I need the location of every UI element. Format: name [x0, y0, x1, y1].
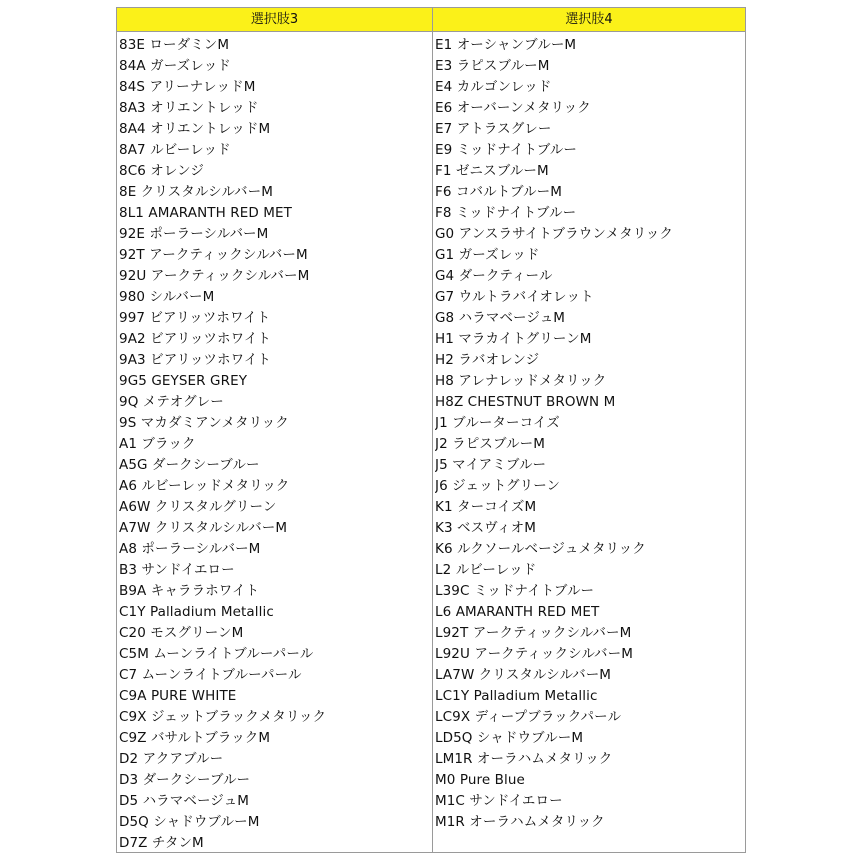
color-option-item: 92T アークティックシルバーM — [119, 247, 308, 263]
color-option-item: G0 アンスラサイトブラウンメタリック — [435, 226, 674, 242]
color-option-item: E1 オーシャンブルーM — [435, 37, 577, 53]
color-option-item: E9 ミッドナイトブルー — [435, 142, 577, 158]
color-option-item: F6 コバルトブルーM — [435, 184, 562, 200]
color-option-item: 92U アークティックシルバーM — [119, 268, 310, 284]
color-option-item: 8A4 オリエントレッドM — [119, 121, 271, 137]
color-option-item: J1 ブルーターコイズ — [435, 415, 560, 431]
color-option-item: C9X ジェットブラックメタリック — [119, 709, 327, 725]
color-option-item: 8A3 オリエントレッド — [119, 100, 259, 116]
column-header-option-3: 選択肢3 — [117, 8, 432, 32]
color-option-item: LC1Y Palladium Metallic — [435, 688, 598, 704]
color-option-item: 9S マカダミアンメタリック — [119, 415, 289, 431]
color-option-item: G4 ダークティール — [435, 268, 553, 284]
color-option-item: D2 アクアブルー — [119, 751, 224, 767]
color-option-item: A6W クリスタルグリーン — [119, 499, 277, 515]
color-option-item: 83E ローダミンM — [119, 37, 230, 53]
color-option-item: J5 マイアミブルー — [435, 457, 547, 473]
color-option-item: A5G ダークシーブルー — [119, 457, 260, 473]
color-option-item: 9Q メテオグレー — [119, 394, 224, 410]
color-option-item: C1Y Palladium Metallic — [119, 604, 274, 620]
color-option-item: 84S アリーナレッドM — [119, 79, 256, 95]
color-option-item: K1 ターコイズM — [435, 499, 537, 515]
color-option-item: G1 ガーズレッド — [435, 247, 540, 263]
color-option-item: H8Z CHESTNUT BROWN M — [435, 394, 616, 410]
color-option-item: E6 オーバーンメタリック — [435, 100, 591, 116]
color-option-item: H2 ラバオレンジ — [435, 352, 540, 368]
color-option-item: L92U アークティックシルバーM — [435, 646, 633, 662]
color-option-item: E4 カルゴンレッド — [435, 79, 552, 95]
color-option-item: L6 AMARANTH RED MET — [435, 604, 600, 620]
color-option-item: D3 ダークシーブルー — [119, 772, 251, 788]
color-option-item: 8E クリスタルシルバーM — [119, 184, 273, 200]
column-option-4 — [433, 8, 745, 852]
color-option-item: L92T アークティックシルバーM — [435, 625, 632, 641]
color-option-item: 8A7 ルビーレッド — [119, 142, 231, 158]
color-option-item: B9A キャララホワイト — [119, 583, 260, 599]
column-header-option-4: 選択肢4 — [433, 8, 745, 32]
color-option-item: LD5Q シャドウブルーM — [435, 730, 584, 746]
column-option-3 — [117, 8, 433, 852]
color-option-item: 84A ガーズレッド — [119, 58, 231, 74]
color-option-item: 9A2 ビアリッツホワイト — [119, 331, 272, 347]
color-option-item: C5M ムーンライトブルーパール — [119, 646, 314, 662]
color-option-item: M0 Pure Blue — [435, 772, 525, 788]
color-option-item: F8 ミッドナイトブルー — [435, 205, 577, 221]
color-option-item: 980 シルバーM — [119, 289, 215, 305]
color-option-item: B3 サンドイエロー — [119, 562, 235, 578]
color-option-item: G7 ウルトラバイオレット — [435, 289, 594, 305]
color-option-item: LM1R オーラハムメタリック — [435, 751, 613, 767]
color-option-item: J2 ラピスブルーM — [435, 436, 545, 452]
color-option-item: 92E ポーラーシルバーM — [119, 226, 269, 242]
color-option-item: E3 ラピスブルーM — [435, 58, 550, 74]
color-option-item: A6 ルビーレッドメタリック — [119, 478, 290, 494]
color-option-item: C7 ムーンライトブルーパール — [119, 667, 302, 683]
color-option-item: LC9X ディープブラックパール — [435, 709, 622, 725]
color-option-item: A1 ブラック — [119, 436, 196, 452]
color-option-item: L39C ミッドナイトブルー — [435, 583, 595, 599]
color-option-item: 9A3 ビアリッツホワイト — [119, 352, 272, 368]
color-option-item: H8 アレナレッドメタリック — [435, 373, 607, 389]
color-option-item: M1C サンドイエロー — [435, 793, 563, 809]
color-option-item: LA7W クリスタルシルバーM — [435, 667, 612, 683]
color-option-item: D7Z チタンM — [119, 835, 204, 851]
color-option-item: 8C6 オレンジ — [119, 163, 205, 179]
color-options-table — [116, 7, 746, 853]
color-option-item: F1 ゼニスブルーM — [435, 163, 549, 179]
color-option-item: D5 ハラマベージュM — [119, 793, 249, 809]
color-option-item: L2 ルビーレッド — [435, 562, 537, 578]
color-option-item: M1R オーラハムメタリック — [435, 814, 605, 830]
color-option-item: J6 ジェットグリーン — [435, 478, 561, 494]
option-4-list — [433, 32, 745, 833]
color-option-item: C9Z バサルトブラックM — [119, 730, 271, 746]
color-option-item: G8 ハラマベージュM — [435, 310, 566, 326]
color-option-item: A8 ポーラーシルバーM — [119, 541, 261, 557]
color-option-item: A7W クリスタルシルバーM — [119, 520, 288, 536]
color-option-item: D5Q シャドウブルーM — [119, 814, 260, 830]
color-option-item: E7 アトラスグレー — [435, 121, 552, 137]
color-option-item: K3 ベスヴィオM — [435, 520, 536, 536]
color-option-item: 9G5 GEYSER GREY — [119, 373, 248, 389]
color-option-item: K6 ルクソールベージュメタリック — [435, 541, 646, 557]
color-option-item: 8L1 AMARANTH RED MET — [119, 205, 292, 221]
option-3-list — [117, 32, 432, 854]
color-option-item: C9A PURE WHITE — [119, 688, 237, 704]
color-option-item: C20 モスグリーンM — [119, 625, 244, 641]
color-option-item: H1 マラカイトグリーンM — [435, 331, 592, 347]
color-option-item: 997 ビアリッツホワイト — [119, 310, 271, 326]
